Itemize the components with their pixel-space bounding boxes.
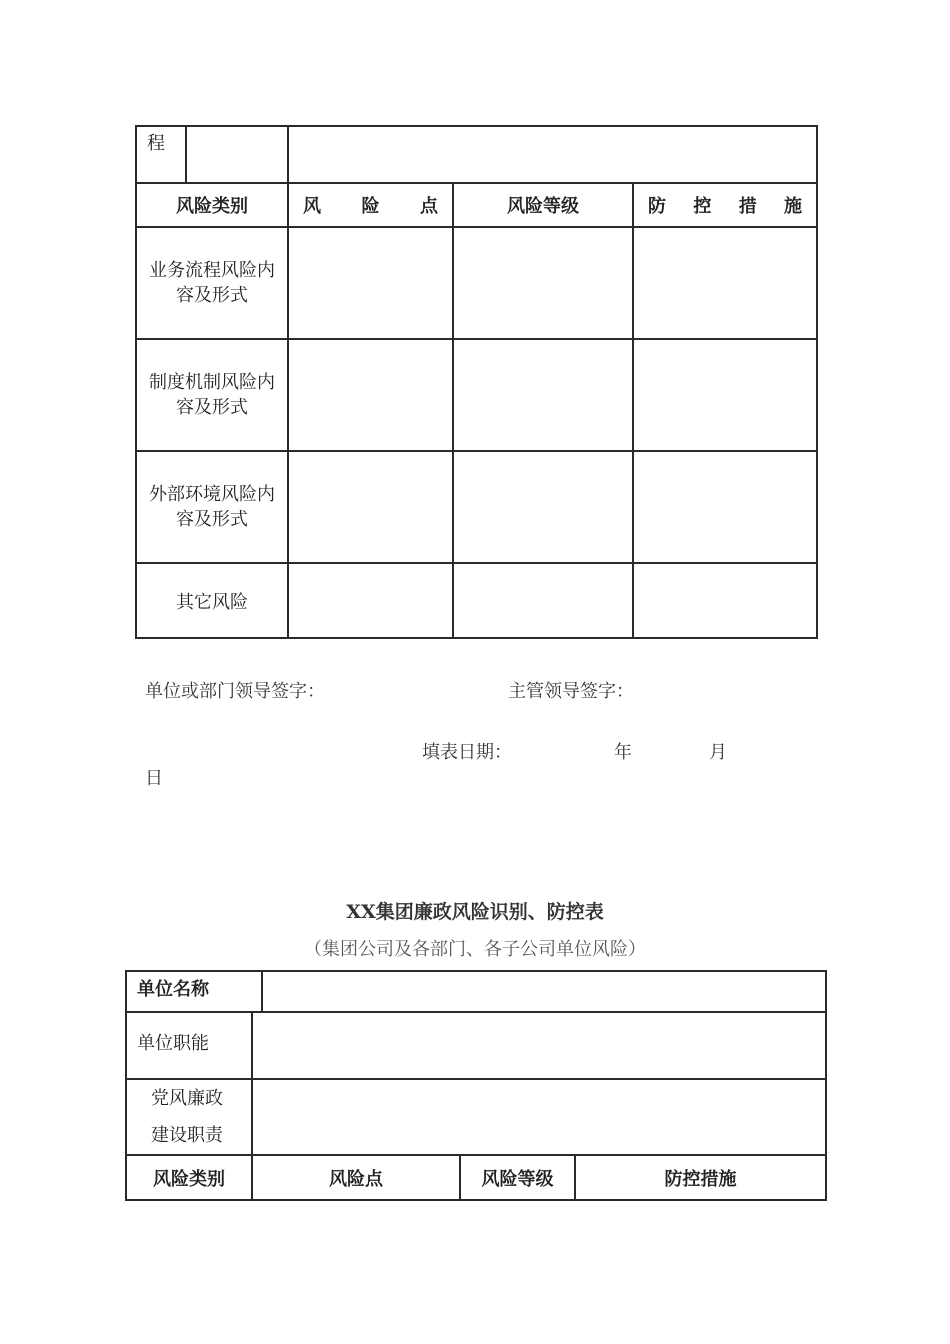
row-label: 制度机制风险内 容及形式 [136,339,288,451]
risk-point-cell[interactable] [288,563,453,638]
header-risk-point: 风 险 点 [288,183,453,227]
unit-name-label: 单位名称 [127,972,263,1011]
risk-level-cell[interactable] [453,563,633,638]
header-prevention-measures: 防 控 措 施 [633,183,817,227]
table-row [136,451,817,563]
risk-table-continued [135,125,818,639]
measures-cell[interactable] [633,451,817,563]
unit-function-value[interactable] [252,1012,826,1079]
party-duty-label: 党风廉政 建设职责 [126,1079,252,1155]
year-label: 年 [614,742,632,763]
header-prevention-measures: 防控措施 [575,1155,826,1200]
row-label: 其它风险 [136,563,288,638]
risk-point-cell[interactable] [288,451,453,563]
process-content-cell[interactable] [288,126,817,183]
party-duty-value[interactable] [252,1079,826,1155]
unit-leader-signature-label: 单位或部门领导签字： [145,681,325,702]
header-risk-category: 风险类别 [126,1155,252,1200]
process-fragment: 程 [137,127,187,182]
table-row [136,339,817,451]
measures-cell[interactable] [633,227,817,339]
row-label: 业务流程风险内 容及形式 [136,227,288,339]
header-risk-point: 风险点 [252,1155,460,1200]
header-risk-category: 风险类别 [136,183,288,227]
header-risk-level: 风险等级 [460,1155,575,1200]
risk-level-cell[interactable] [453,339,633,451]
risk-level-cell[interactable] [453,451,633,563]
table-row [136,563,817,638]
risk-identification-table [125,970,827,1201]
risk-level-cell[interactable] [453,227,633,339]
unit-name-value[interactable] [263,972,825,1011]
risk-point-cell[interactable] [288,339,453,451]
month-label: 月 [709,742,727,763]
fill-date-label: 填表日期： [422,742,512,763]
header-risk-level: 风险等级 [453,183,633,227]
risk-point-cell[interactable] [288,227,453,339]
day-label: 日 [145,768,163,789]
unit-name-row [126,971,826,1012]
row-label: 外部环境风险内 容及形式 [136,451,288,563]
chief-leader-signature-label: 主管领导签字： [508,681,634,702]
form-title: XX集团廉政风险识别、防控表 [346,901,604,923]
table-row [136,227,817,339]
unit-function-label: 单位职能 [126,1012,252,1079]
measures-cell[interactable] [633,339,817,451]
process-cell [136,126,288,183]
form-subtitle: （集团公司及各部门、各子公司单位风险） [304,939,646,960]
measures-cell[interactable] [633,563,817,638]
